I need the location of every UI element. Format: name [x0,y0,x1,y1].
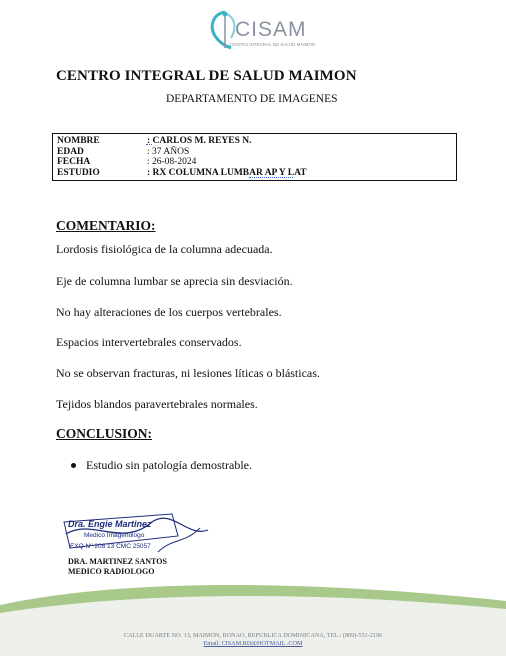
comment-heading: COMENTARIO: [56,218,156,233]
stamp-name: Dra. Engie Martinez [68,519,152,529]
doctor-stamp [62,508,212,558]
spellcheck-underline [249,176,293,178]
clinic-logo [205,8,325,52]
page-title: CENTRO INTEGRAL DE SALUD MAIMON [56,68,357,84]
comment-line: No hay alteraciones de los cuerpos vertebrales. [56,305,282,319]
comment-line: Tejidos blandos paravertebrales normales. [56,397,258,411]
info-row-fecha [57,157,456,168]
spellcheck-underline [146,143,152,145]
logo-wordmark: CISAM [235,18,307,41]
info-row-edad [57,147,456,158]
stamp-role: Medico Imagenologo [84,532,145,539]
info-value: : 37 AÑOS [147,146,190,157]
bullet-icon [71,463,76,468]
stamp-exequatur: EXQ Nº 208 13 CMC 25057 [70,543,151,550]
info-label: NOMBRE [57,136,100,146]
doctor-name: DRA. MARTINEZ SANTOS [68,557,167,566]
info-value: : CARLOS M. REYES N. [147,136,252,146]
logo-tagline: CENTRO INTEGRAL DE SALUD MAIMON [229,42,316,47]
info-label: EDAD [57,146,84,157]
info-label: ESTUDIO [57,167,100,178]
info-row-nombre [57,136,456,147]
info-value: : 26-08-2024 [147,157,197,167]
signature-block [68,557,167,576]
comment-line: Lordosis fisiológica de la columna adecuada. [56,242,273,256]
patient-info-box [52,133,457,181]
footer-address: CALLE DUARTE NO. 13, MAIMÓN, BONAO, REPUBLICA DOMINICANA, TEL.: (809)-551-2196 [123,632,383,639]
comment-line: Espacios intervertebrales conservados. [56,335,242,349]
comment-line: No se observan fracturas, ni lesiones líticas o blásticas. [56,366,320,380]
info-value: : RX COLUMNA LUMBAR AP Y LAT [147,167,307,178]
info-label: FECHA [57,157,91,167]
conclusion-heading: CONCLUSION: [56,426,153,441]
conclusion-item: Estudio sin patología demostrable. [86,458,252,472]
department-name: DEPARTAMENTO DE IMAGENES [166,93,338,105]
comment-line: Eje de columna lumbar se aprecia sin desviación. [56,274,293,288]
doctor-role: MEDICO RADIOLOGO [68,566,155,576]
footer-email: Email: CISAM.RD@HOTMAIL .COM [203,640,303,647]
